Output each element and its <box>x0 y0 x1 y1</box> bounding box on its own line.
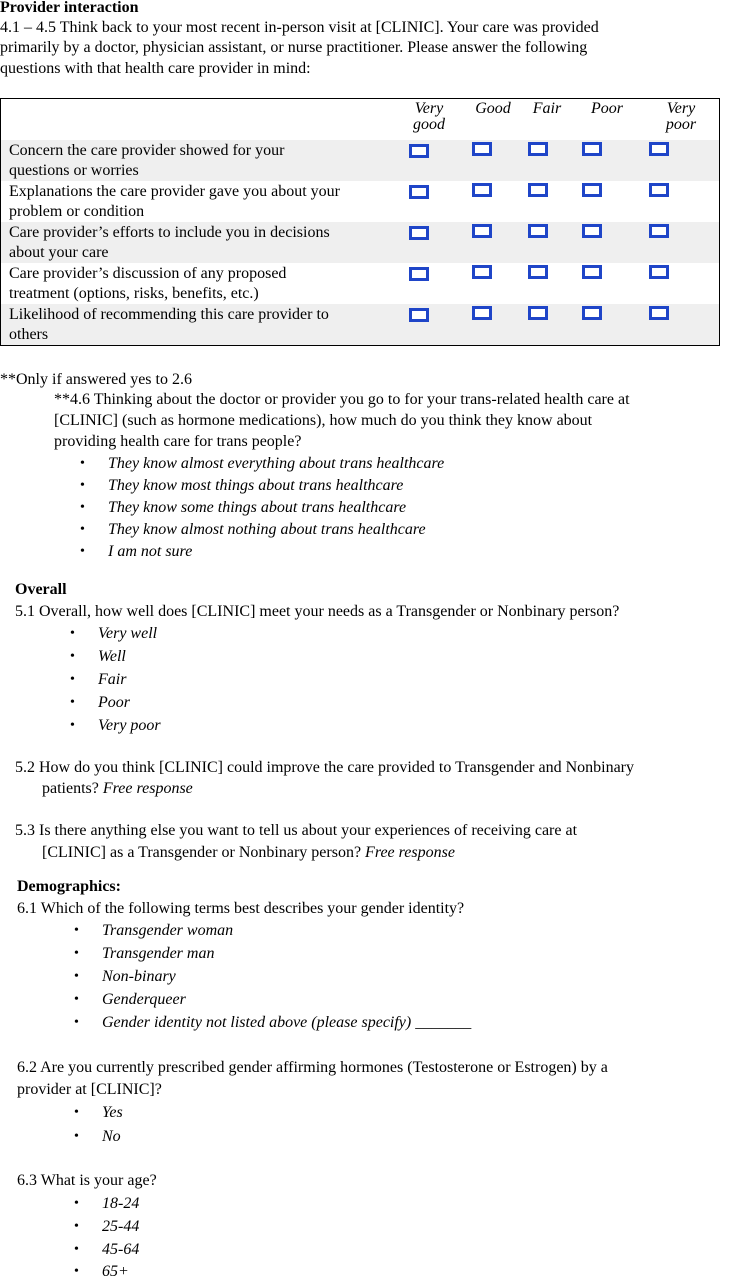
rating-checkbox[interactable] <box>409 226 429 240</box>
row-label-decisions: Care provider’s efforts to include you in decisions about your care <box>9 224 330 261</box>
list-item: No <box>102 1128 121 1145</box>
bullet-icon: • <box>70 672 75 687</box>
question-4-6-line-3: providing health care for trans people? <box>54 433 302 450</box>
bullet-icon: • <box>80 522 85 537</box>
question-5-2-line-2: patients? Free response <box>42 780 193 797</box>
list-item: They know most things about trans healthcare <box>108 477 404 494</box>
column-header-good: Good <box>475 100 511 117</box>
list-item: Genderqueer <box>102 991 186 1008</box>
bullet-icon: • <box>80 478 85 493</box>
free-response-label: Free response <box>365 844 455 861</box>
intro-line-2: primarily by a doctor, physician assistant, or nurse practitioner. Please answer the following <box>0 39 588 56</box>
bullet-icon: • <box>70 626 75 641</box>
rating-checkbox[interactable] <box>409 267 429 281</box>
bullet-icon: • <box>74 1105 79 1120</box>
bullet-icon: • <box>70 649 75 664</box>
list-item: 18-24 <box>102 1195 140 1212</box>
list-item: Non-binary <box>102 968 176 985</box>
question-4-6-line-2: [CLINIC] (such as hormone medications), how much do you think they know about <box>54 412 593 429</box>
bullet-icon: • <box>74 1242 79 1257</box>
rating-checkbox[interactable] <box>649 265 669 279</box>
list-item: Very well <box>98 625 158 642</box>
list-item: I am not sure <box>108 543 193 560</box>
column-header-very-poor: Very poor <box>665 100 697 133</box>
list-item: 25-44 <box>102 1218 140 1235</box>
rating-checkbox[interactable] <box>582 183 602 197</box>
bullet-icon: • <box>74 1129 79 1144</box>
rating-checkbox[interactable] <box>582 224 602 238</box>
rating-table <box>0 98 720 346</box>
rating-checkbox[interactable] <box>472 306 492 320</box>
question-6-3: 6.3 What is your age? <box>17 1172 157 1189</box>
bullet-icon: • <box>74 969 79 984</box>
rating-checkbox[interactable] <box>649 183 669 197</box>
question-6-2-line-1: 6.2 Are you currently prescribed gender affirming hormones (Testosterone or Estrogen) by a <box>17 1059 608 1076</box>
bullet-icon: • <box>70 695 75 710</box>
question-5-1: 5.1 Overall, how well does [CLINIC] meet your needs as a Transgender or Nonbinary person? <box>15 603 620 620</box>
conditional-note: **Only if answered yes to 2.6 <box>0 371 192 388</box>
list-item: Gender identity not listed above (please specify) _______ <box>102 1014 472 1031</box>
list-item: They know almost everything about trans healthcare <box>108 455 445 472</box>
rating-checkbox[interactable] <box>528 306 548 320</box>
bullet-icon: • <box>74 1196 79 1211</box>
rating-checkbox[interactable] <box>649 142 669 156</box>
list-item: Fair <box>98 671 127 688</box>
bullet-icon: • <box>80 456 85 471</box>
rating-checkbox[interactable] <box>472 224 492 238</box>
question-5-3-line-1: 5.3 Is there anything else you want to tell us about your experiences of receiving care at <box>15 822 578 839</box>
question-5-3-line-2: [CLINIC] as a Transgender or Nonbinary person? Free response <box>42 844 455 861</box>
question-6-1: 6.1 Which of the following terms best describes your gender identity? <box>17 900 465 917</box>
rating-checkbox[interactable] <box>528 265 548 279</box>
free-response-label: Free response <box>102 780 193 797</box>
bullet-icon: • <box>74 1015 79 1030</box>
list-item: Poor <box>98 694 130 711</box>
section-heading-overall: Overall <box>15 581 67 598</box>
bullet-icon: • <box>74 992 79 1007</box>
list-item: Well <box>98 648 126 665</box>
question-6-2-line-2: provider at [CLINIC]? <box>17 1081 162 1098</box>
rating-checkbox[interactable] <box>582 306 602 320</box>
section-heading-provider-interaction: Provider interaction <box>0 0 139 16</box>
section-heading-demographics: Demographics: <box>17 878 121 895</box>
question-5-2-line-1: 5.2 How do you think [CLINIC] could improve the care provided to Transgender and Nonbinary <box>15 759 634 776</box>
specify-blank: _______ <box>415 1014 472 1031</box>
list-item: 65+ <box>102 1263 129 1280</box>
bullet-icon: • <box>70 718 75 733</box>
column-header-very-good: Very good <box>413 100 445 133</box>
bullet-icon: • <box>74 1264 79 1279</box>
rating-checkbox[interactable] <box>528 183 548 197</box>
intro-line-3: questions with that health care provider in mind: <box>0 60 311 77</box>
rating-checkbox[interactable] <box>409 144 429 158</box>
rating-checkbox[interactable] <box>528 224 548 238</box>
list-item: 45-64 <box>102 1241 140 1258</box>
rating-checkbox[interactable] <box>528 142 548 156</box>
bullet-icon: • <box>80 500 85 515</box>
row-label-concern: Concern the care provider showed for your questions or worries <box>9 142 285 179</box>
bullet-icon: • <box>74 923 79 938</box>
rating-checkbox[interactable] <box>472 142 492 156</box>
row-label-treatment: Care provider’s discussion of any proposed treatment (options, risks, benefits, etc.) <box>9 265 287 302</box>
row-label-recommending: Likelihood of recommending this care provider to others <box>9 306 329 343</box>
bullet-icon: • <box>80 544 85 559</box>
list-item: They know almost nothing about trans healthcare <box>108 521 426 538</box>
rating-checkbox[interactable] <box>582 265 602 279</box>
column-header-fair: Fair <box>532 100 562 117</box>
list-item: Very poor <box>98 717 161 734</box>
rating-checkbox[interactable] <box>649 224 669 238</box>
rating-checkbox[interactable] <box>409 185 429 199</box>
bullet-icon: • <box>74 1219 79 1234</box>
bullet-icon: • <box>74 946 79 961</box>
rating-checkbox[interactable] <box>472 265 492 279</box>
intro-line-1: 4.1 – 4.5 Think back to your most recent in-person visit at [CLINIC]. Your care was provided <box>0 19 599 36</box>
list-item: Transgender woman <box>102 922 234 939</box>
rating-checkbox[interactable] <box>409 308 429 322</box>
rating-checkbox[interactable] <box>649 306 669 320</box>
list-item: They know some things about trans healthcare <box>108 499 407 516</box>
question-4-6-line-1: **4.6 Thinking about the doctor or provider you go to for your trans-related health care at <box>54 391 630 408</box>
rating-checkbox[interactable] <box>582 142 602 156</box>
list-item: Yes <box>102 1104 123 1121</box>
list-item: Transgender man <box>102 945 215 962</box>
rating-checkbox[interactable] <box>472 183 492 197</box>
row-label-explanations: Explanations the care provider gave you about your problem or condition <box>9 183 340 220</box>
column-header-poor: Poor <box>591 100 623 117</box>
